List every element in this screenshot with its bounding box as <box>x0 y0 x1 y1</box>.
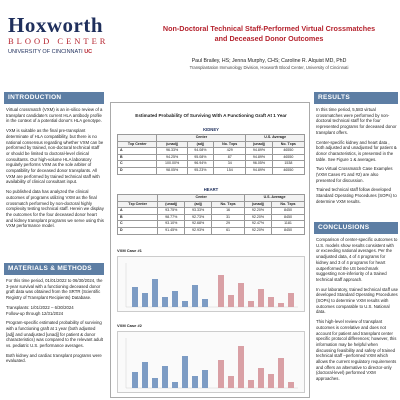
table-header-center: Center <box>157 135 246 142</box>
kidney-cell-us-n: 1538 <box>272 161 304 168</box>
kidney-row <box>118 154 305 161</box>
kidney-cell-n: 34 <box>214 161 246 168</box>
kidney-cell-n: 87 <box>214 154 246 161</box>
kidney-cell-center: A <box>118 148 157 155</box>
heart-row <box>118 227 305 234</box>
table-header-us-n: No. Txps <box>271 201 304 208</box>
kidney-cell-us-n: 46550 <box>272 148 304 155</box>
authors: Paul Brailey, HS; Jenna Murphy, CHS; Caroline R. Alquist MD, PhD <box>191 58 347 64</box>
heart-cell-us-unadj: 92.20% <box>245 227 272 234</box>
kidney-cell-adj: 95.08% <box>187 154 213 161</box>
table-header-adj: (adj) <box>185 201 212 208</box>
table-header-n: No. Txps <box>214 141 246 148</box>
heart-cell-us-n: 1181 <box>271 221 304 228</box>
figure-title: Estimated Probability Of Surviving With A Functioning Graft At 1 Year <box>135 113 287 118</box>
kidney-cell-unadj: 96.33% <box>157 148 187 155</box>
methods-line: Follow-up through 12/31/2024 <box>6 310 64 316</box>
results-paragraph: In this time period, 5,583 virtual crossmatches were performed by non-doctoral technical staff for the four represented programs for deceased donor transplant offers. <box>316 107 397 135</box>
table-header-adj: (adj) <box>187 141 213 148</box>
heart-cell-n: 16 <box>212 208 245 215</box>
table-header-tx: Txp Center <box>118 141 157 148</box>
heart-cell-adj: 93.33% <box>185 208 212 215</box>
kidney-cell-center: D <box>118 167 157 174</box>
heart-cell-us-unadj: 92.47% <box>245 221 272 228</box>
heart-cell-adj: 92.93% <box>185 227 212 234</box>
results-heading: RESULTS <box>314 92 398 104</box>
title-line-1: Non-Doctoral Technical Staff-Performed Virtual Crossmatches <box>162 24 376 33</box>
kidney-row <box>118 167 305 174</box>
kidney-cell-adj: 96.94% <box>187 161 213 168</box>
kidney-row <box>118 161 305 168</box>
heart-row <box>118 214 305 221</box>
conclusions-heading: CONCLUSIONS <box>314 222 398 234</box>
intro-paragraph: Virtual crossmatch (VXM) is an in-silico review of a transplant candidate's current HLA antibody profile in the context of a potential donor's HLA genotype. <box>6 107 103 124</box>
heart-cell-center: A <box>118 208 158 215</box>
heart-cell-unadj: 93.10% <box>158 221 185 228</box>
heart-cell-center: B <box>118 214 158 221</box>
title-line-2: and Deceased Donor Outcomes <box>214 34 324 43</box>
vxm-case-2-graphic <box>118 332 306 394</box>
methods-paragraph: Program-specific estimated probability of surviving with a functioning graft at 1 year (both adjusted [adj] and unadjusted [unadj] for patient & donor characteristics) was compared to the relevant adult vs. pediatric U.S. performance averages. <box>6 320 103 349</box>
conclusions-paragraph: Comparison of center-specific outcomes to U.S. models show results consistent with or exceeding national averages. Per the unadjusted data, 4 of 4 programs for kidney and 3 of 4 programs for heart outperformed the US benchmark suggesting non-inferiority of a trained technical staff approach. <box>316 237 398 282</box>
kidney-cell-us-unadj: 94.89% <box>246 148 272 155</box>
table-header-blank <box>118 135 157 142</box>
logo-wordmark: Hoxworth <box>8 13 103 37</box>
kidney-cell-adj: 95.23% <box>187 167 213 174</box>
uc-mark: UC <box>84 49 93 55</box>
methods-body <box>6 278 104 368</box>
conclusions-body <box>316 237 398 386</box>
kidney-cell-center: C <box>118 161 157 168</box>
heart-cell-unadj: 93.75% <box>158 208 185 215</box>
intro-paragraph: No published data has analyzed the clinical outcomes of programs utilizing VXM as the final crossmatch performed by non-doctoral highly complexity testing technical staff. Herein we display the outcomes for the four deceased donor heart and kidney transplant programs we serve using this VXM performance model. <box>6 189 104 229</box>
table-header-tx: Txp Center <box>118 201 158 208</box>
kidney-table <box>117 134 305 175</box>
kidney-cell-us-n: 46550 <box>272 154 304 161</box>
poster-title <box>138 24 400 44</box>
methods-heading: MATERIALS & METHODS <box>4 263 104 275</box>
table-header-us: U.S. Average <box>245 195 305 202</box>
university-name: UNIVERSITY OF CINCINNATI <box>8 49 83 55</box>
kidney-row <box>118 148 305 155</box>
heart-cell-unadj: 98.77% <box>158 214 185 221</box>
hoxworth-logo <box>8 14 138 70</box>
heart-cell-adj: 92.68% <box>185 221 212 228</box>
heart-cell-adj: 92.73% <box>185 214 212 221</box>
heart-cell-us-n: 8450 <box>271 227 304 234</box>
intro-body <box>6 107 104 233</box>
heart-cell-us-unadj: 92.20% <box>245 214 272 221</box>
table-header-unadj: (unadj) <box>158 201 185 208</box>
kidney-cell-us-n: 46550 <box>272 167 304 174</box>
kidney-cell-n: 429 <box>214 148 246 155</box>
heart-cell-n: 61 <box>212 227 245 234</box>
vxm-case-2-label: VXM Case #2 <box>117 323 142 328</box>
heart-cell-unadj: 91.45% <box>158 227 185 234</box>
kidney-cell-adj: 94.08% <box>187 148 213 155</box>
heart-cell-center: D <box>118 227 158 234</box>
table-header-us-unadj: (unadj) <box>245 201 272 208</box>
heart-caption: HEART <box>203 187 219 192</box>
table-header-center: Center <box>158 195 245 202</box>
logo-university <box>8 48 138 57</box>
kidney-cell-n: 154 <box>214 167 246 174</box>
table-header-unadj: (unadj) <box>157 141 187 148</box>
poster-header <box>0 0 400 78</box>
vxm-case-1-graphic <box>118 257 306 313</box>
heart-cell-center: C <box>118 221 158 228</box>
vxm-case-2-image <box>117 331 305 393</box>
results-paragraph: Center-specific kidney and heart data , both adjusted and unadjusted for patient & donor characteristics, is presented in the table. See Figure 1 & averages. <box>316 139 397 162</box>
conclusions-paragraph: This high-level review of transplant outcomes is correlative and does not account for patient and transplant center specific protocol differences; however, this information may be helpful when discussing feasibility and safety of trained technical staff –performed VXM which allows the current regulatory requirements and offers an alternative to director-only (doctoral-level) performed VXM approaches. <box>316 319 397 382</box>
heart-row <box>118 208 305 215</box>
conclusions-paragraph: In our laboratory, trained technical staff use developed Standard Operating Procedures (SOPs) to determine VXM results with outcomes comparable to U.S. National data. <box>316 286 399 315</box>
results-paragraph: Trained technical staff follow developed Standard Operating Procedures (SOPs) to determine VXM results. <box>316 187 397 204</box>
kidney-cell-unadj: 94.25% <box>157 154 187 161</box>
table-header-us-n: No. Txps <box>272 141 304 148</box>
kidney-cell-unadj: 98.05% <box>157 167 187 174</box>
kidney-cell-us-unadj: 94.89% <box>246 154 272 161</box>
kidney-caption: KIDNEY <box>203 127 219 132</box>
methods-paragraph: Both kidney and cardiac transplant programs were evaluated. <box>6 352 102 364</box>
heart-cell-us-n: 8450 <box>271 208 304 215</box>
vxm-case-1-label: VXM Case #1 <box>117 248 142 253</box>
heart-cell-us-n: 8450 <box>271 214 304 221</box>
table-header-n: No. Txps <box>212 201 245 208</box>
methods-line: Transplants: 1/01/2022 – 6/30/2024 <box>6 304 74 310</box>
table-header-us-unadj: (unadj) <box>246 141 272 148</box>
heart-row <box>118 221 305 228</box>
kidney-cell-us-unadj: 96.05% <box>246 161 272 168</box>
affiliation: Transplantation Immunology Division, Hoxworth Blood Center, University of Cincinnati <box>189 65 349 70</box>
table-header-blank <box>118 195 158 202</box>
methods-paragraph: For this time period, 01/01/2022 to 06/30/2024, the 3-year survival with a functioning deceased donor graft data was obtained from the SRTR (Scientific Registry of Transplant Recipients) Database. <box>6 278 103 301</box>
intro-paragraph: VXM is suitable as the final pre-transplant determinate of HLA compatibility, but there is no national consensus regarding whether VXM can be performed by trained, non-doctoral technical staff or should be limited to doctoral-level clinical consultants. Our high-volume HLA laboratory regularly performs VXM as the sole arbiter of compatibility for deceased donor transplants. All VXM are performed by trained technical staff with availability of clinical consultant input. <box>6 128 104 185</box>
heart-table <box>117 194 305 235</box>
logo-subtitle: BLOOD CENTER <box>8 36 109 46</box>
kidney-cell-unadj: 100.00% <box>157 161 187 168</box>
intro-heading: INTRODUCTION <box>4 92 104 104</box>
kidney-cell-center: B <box>118 154 157 161</box>
outcomes-figure <box>110 102 310 398</box>
vxm-case-1-image <box>117 256 305 312</box>
heart-cell-us-unadj: 92.20% <box>245 208 272 215</box>
heart-cell-n: 31 <box>212 214 245 221</box>
results-paragraph: Two Virtual Crossmatch Case Examples (VXM Cases #1 and #2) are also presented for discussion. <box>316 166 393 183</box>
results-body <box>316 107 398 209</box>
heart-cell-n: 29 <box>212 221 245 228</box>
kidney-cell-us-unadj: 94.89% <box>246 167 272 174</box>
table-header-us: U.S. Average <box>246 135 305 142</box>
